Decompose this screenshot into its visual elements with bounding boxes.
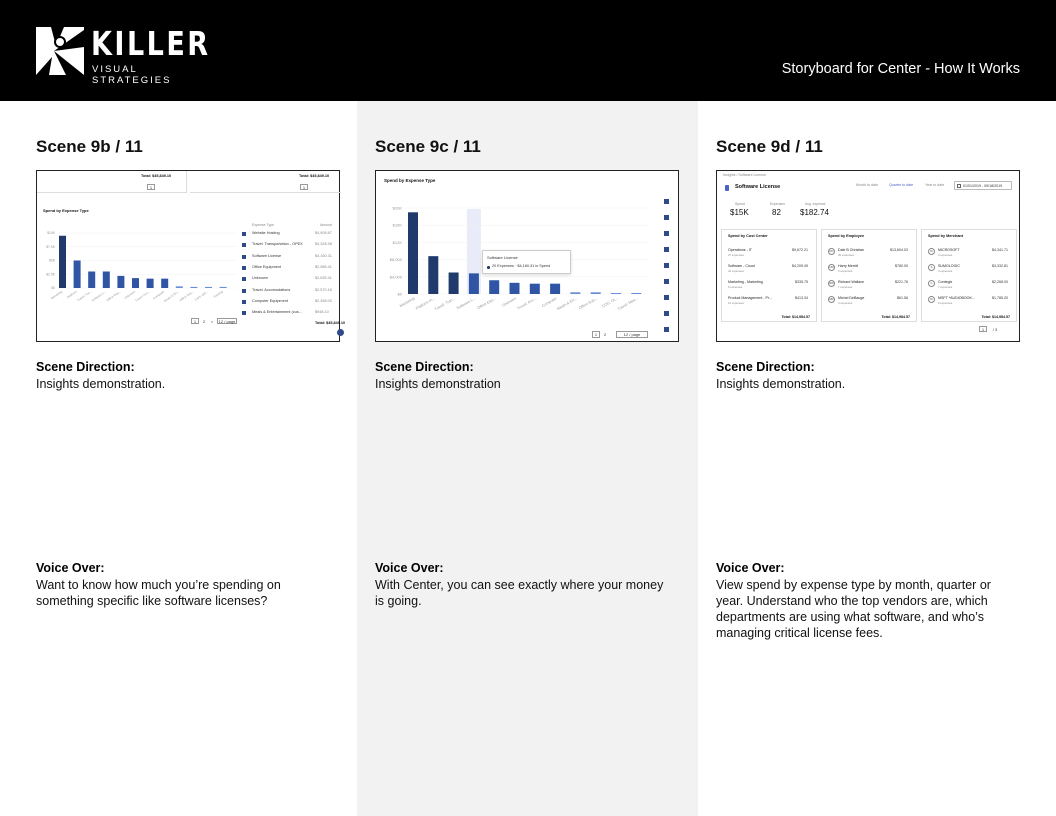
x-tick-label: Software L...: [90, 289, 107, 303]
bar: [88, 272, 95, 289]
pager-page-1[interactable]: 1: [191, 318, 199, 324]
panel-row-amount: $61.56: [897, 296, 908, 300]
panel-row-amount: $1,785.20: [992, 296, 1008, 300]
series-checkbox[interactable]: [664, 247, 669, 252]
panel-row-amount: $335.75: [795, 280, 808, 284]
panel-row-amount: $3,332.81: [992, 264, 1008, 268]
scene-9b-screen: [36, 170, 346, 342]
bar: [147, 279, 154, 288]
calendar-icon: [957, 184, 961, 188]
x-tick-label: Office Equ...: [105, 289, 122, 303]
x-tick-label: Travel: Acc...: [516, 296, 538, 311]
breakdown-panel: [821, 229, 917, 322]
bar: [469, 273, 479, 294]
top-total-right: Total: $45,849.10: [299, 174, 330, 178]
software-license-icon: [725, 185, 729, 191]
panel-row-name[interactable]: Richard Wallace: [838, 280, 865, 284]
bar: [132, 278, 139, 288]
row-amount: $4,328.98: [315, 242, 332, 247]
y-tick-label: $5K: [48, 258, 55, 263]
panel-row-amount: $221.76: [895, 280, 908, 284]
bar: [59, 236, 66, 288]
panel-row-count: 27 expenses: [728, 253, 744, 257]
x-tick-label: Computer: [152, 289, 166, 301]
tooltip-value: 20 Expenses · $4,160.31 in Spend: [492, 264, 551, 268]
avatar: DO: [829, 250, 834, 253]
x-tick-label: Office Sup...: [578, 296, 599, 311]
pager-left[interactable]: 1: [147, 184, 155, 190]
row-expense-type: Travel: Accomodations: [252, 287, 291, 292]
page-header: [0, 0, 1056, 101]
chart-title: Spend by Expense Type: [43, 208, 89, 213]
y-tick-label: $10K: [47, 231, 55, 236]
series-checkbox[interactable]: [664, 199, 669, 204]
y-tick-label: $20K: [392, 205, 402, 211]
scene-direction-label: Scene Direction:: [375, 360, 474, 374]
bar: [161, 279, 168, 288]
row-amount: $2,570.16: [315, 287, 332, 292]
bar: [550, 284, 560, 294]
bar: [611, 293, 621, 294]
row-checkbox[interactable]: [242, 243, 246, 247]
row-checkbox[interactable]: [242, 266, 246, 270]
panel-row-name[interactable]: Operations - IT: [728, 248, 752, 252]
bar: [631, 293, 641, 294]
row-checkbox[interactable]: [242, 311, 246, 315]
x-tick-label: Office Sup...: [178, 289, 195, 303]
row-amount: $4,160.31: [315, 253, 332, 258]
panel-row-name[interactable]: SUMOLOGIC: [938, 264, 960, 268]
panel-row-name[interactable]: Contegix: [938, 280, 953, 284]
y-tick-label: $8,000: [389, 257, 402, 263]
pager-total: / 3: [992, 327, 998, 332]
bar: [570, 292, 580, 294]
col-header-expense-type: Expense Type: [252, 223, 275, 227]
bar: [74, 261, 81, 289]
panel-row-name[interactable]: Michel DeBauge: [838, 296, 865, 300]
panel-row-name[interactable]: Marketing - Marketing: [728, 280, 763, 284]
row-expense-type: Travel: Transportation - OPEX: [252, 242, 303, 247]
col-header-amount: Amount: [320, 223, 333, 227]
row-checkbox[interactable]: [242, 277, 246, 281]
y-tick-label: $16K: [392, 222, 402, 228]
scene-direction-text: Insights demonstration: [375, 377, 501, 391]
row-expense-type: Website Hosting: [252, 231, 280, 235]
voice-over-text: View spend by expense type by month, quarter or year. Understand who the top vendors are, which departments are using what software, and who’s managing critical license fees.: [716, 578, 991, 640]
date-range-picker[interactable]: [954, 181, 1012, 190]
date-range-value: 01/01/2019 - 09/18/2019: [963, 183, 1003, 188]
x-tick-label: Travel: Tra...: [76, 289, 93, 303]
scene-direction-label: Scene Direction:: [716, 360, 815, 374]
panel-row-count: 12 expenses: [728, 301, 744, 305]
scene-title: Scene 9b / 11: [36, 137, 143, 156]
y-tick-label: $12K: [392, 239, 402, 245]
panel-row-count: 34 expenses: [728, 269, 744, 273]
x-tick-label: Marketing: [49, 289, 64, 301]
panel-row-count: 4 expenses: [938, 253, 953, 257]
bar: [205, 287, 212, 288]
x-tick-label: Platform: [66, 289, 78, 300]
brand-wordmark: KILLER: [91, 24, 211, 63]
avatar: C: [928, 280, 935, 287]
panel-row-name[interactable]: Software - Cloud: [728, 264, 755, 268]
row-expense-type: Office Equipment: [252, 264, 282, 269]
stat-label-expenses: Expenses: [770, 202, 785, 206]
series-checkbox[interactable]: [664, 279, 669, 284]
bar: [220, 287, 227, 288]
x-tick-label: Meals & En...: [556, 296, 578, 312]
avatar: MD: [829, 298, 834, 301]
stat-value-expenses: 82: [772, 208, 781, 217]
panel-row-amount: $4,341.71: [992, 248, 1008, 252]
panel-title: Spend by Merchant: [928, 234, 964, 238]
tab-year-to-date[interactable]: Year to date: [925, 183, 945, 187]
pager-page-1[interactable]: 1: [592, 331, 600, 338]
scene-direction-text: Insights demonstration.: [36, 377, 166, 391]
row-checkbox[interactable]: [242, 300, 246, 304]
series-checkbox[interactable]: [664, 295, 669, 300]
scene-9d-screen: [716, 170, 1020, 342]
x-tick-label: COS: Ot...: [601, 296, 619, 309]
series-checkbox[interactable]: [664, 231, 669, 236]
panel-row-amount: $780.00: [895, 264, 908, 268]
scene-direction-label: Scene Direction:: [36, 360, 135, 374]
scene-9c-screen: [375, 170, 679, 342]
bar: [449, 273, 459, 295]
y-tick-label: $2.5K: [46, 272, 55, 277]
logo-mark-icon: [36, 27, 84, 75]
scene-direction-text: Insights demonstration.: [716, 377, 846, 391]
x-tick-label: Training: [212, 289, 224, 299]
row-amount: $2,986.41: [315, 264, 332, 269]
x-tick-label: Computer: [541, 296, 558, 309]
bar: [428, 256, 438, 294]
voice-over-text: With Center, you can see exactly where your money is going.: [375, 578, 664, 608]
avatar: S: [928, 264, 935, 271]
row-amount: $2,458.00: [315, 298, 332, 303]
bar: [489, 280, 499, 294]
pager-right[interactable]: 1: [300, 184, 308, 190]
panel-row-count: 7 expenses: [938, 285, 953, 289]
bar: [510, 283, 520, 294]
chart-tooltip: [482, 250, 571, 274]
panel-row-amount: $13,604.03: [890, 248, 908, 252]
page-size-select[interactable]: 12 / page: [616, 331, 648, 338]
avatar: HM: [829, 266, 834, 269]
panel-title: Spend by Cost Center: [728, 234, 768, 238]
series-checkbox[interactable]: [664, 215, 669, 220]
series-checkbox[interactable]: [664, 311, 669, 316]
x-tick-label: Office Equ...: [476, 296, 497, 311]
x-tick-label: Marketing: [399, 296, 416, 309]
panel-title: Spend by Employee: [828, 234, 865, 238]
bar: [176, 286, 183, 288]
y-tick-label: $4,000: [389, 274, 402, 280]
stat-label-avg-expense: Avg. expense: [805, 202, 826, 206]
y-tick-label: $7.5K: [46, 244, 55, 249]
avatar: M: [928, 248, 935, 255]
page-title: Software License: [735, 184, 781, 190]
page-size-select[interactable]: 12 / page: [218, 319, 236, 324]
tab-quarter-to-date[interactable]: Quarter to date: [889, 183, 914, 187]
panel-total: Total: $14,984.57: [981, 315, 1010, 319]
breadcrumb[interactable]: Insights / Software License: [723, 173, 766, 177]
row-checkbox[interactable]: [242, 255, 246, 259]
x-tick-label: Software L...: [455, 296, 477, 311]
x-tick-label: Travel: Acc...: [134, 289, 151, 303]
x-tick-label: Travel: Tran...: [433, 296, 457, 312]
bar: [408, 212, 418, 294]
x-tick-label: Unknown: [123, 289, 137, 300]
breakdown-panel: [921, 229, 1017, 322]
bar: [190, 287, 197, 288]
list-total: Total: $45,849.10: [315, 321, 346, 325]
panel-row-count: 6 expenses: [728, 285, 743, 289]
pager-next[interactable]: >: [210, 319, 214, 324]
panel-row-count: 9 expenses: [938, 301, 953, 305]
panel-row-amount: $9,672.21: [792, 248, 808, 252]
panel-row-count: 45 expenses: [838, 253, 854, 257]
breakdown-panel: [721, 229, 817, 322]
scroll-indicator-icon: [337, 329, 344, 336]
row-amount: $948.10: [315, 310, 329, 315]
row-expense-type: Computer Equipment: [252, 298, 288, 303]
x-tick-label: Unknown: [501, 296, 517, 308]
row-checkbox[interactable]: [242, 232, 246, 236]
row-amount: $2,635.41: [315, 276, 332, 281]
panel-total: Total: $14,984.57: [781, 315, 810, 319]
stat-label-spend: Spend: [735, 202, 745, 206]
scene-title: Scene 9d / 11: [716, 137, 823, 156]
panel-row-amount: $2,268.00: [992, 280, 1008, 284]
pager-page-2[interactable]: 2: [202, 319, 206, 324]
panel-row-count: 4 expenses: [838, 301, 853, 305]
voice-over-label: Voice Over:: [36, 561, 105, 575]
voice-over-text: Want to know how much you’re spending on something specific like software licenses?: [36, 578, 281, 608]
panel-row-name[interactable]: Dale B Christian: [838, 248, 864, 252]
series-checkbox[interactable]: [664, 327, 669, 332]
bar: [117, 276, 124, 288]
x-tick-label: Platform In...: [415, 296, 436, 311]
y-tick-label: $0: [51, 286, 55, 291]
panel-row-name[interactable]: Product Management - Pr...: [728, 296, 772, 300]
bar: [591, 292, 601, 294]
tooltip-dot-icon: [487, 266, 490, 269]
tooltip-title: Software License: [487, 255, 518, 260]
voice-over-label: Voice Over:: [716, 561, 785, 575]
row-amount: $4,908.87: [315, 231, 332, 235]
voice-over-label: Voice Over:: [375, 561, 444, 575]
avatar: RW: [829, 282, 834, 285]
x-tick-label: COS: Oth...: [194, 289, 210, 302]
panel-row-count: 3 expenses: [938, 269, 953, 273]
brand-subtitle: VISUAL STRATEGIES: [92, 64, 172, 86]
panel-row-name[interactable]: Harry Merritt: [838, 264, 858, 268]
document-title: Storyboard for Center - How It Works: [781, 61, 1020, 77]
row-expense-type: Software License: [252, 253, 282, 258]
panel-row-amount: $413.34: [795, 296, 808, 300]
avatar: M: [928, 296, 935, 303]
stat-value-avg-expense: $182.74: [800, 208, 829, 217]
panel-row-amount: $4,209.45: [792, 264, 808, 268]
y-tick-label: $0: [397, 291, 402, 297]
bar: [530, 284, 540, 294]
x-tick-label: Meals & En...: [162, 289, 180, 304]
panel-row-name[interactable]: MSFT *AUDIOBOOK...: [938, 296, 975, 300]
series-checkbox[interactable]: [664, 263, 669, 268]
x-tick-label: Travel: Mea...: [616, 296, 639, 312]
panel-row-count: 3 expenses: [838, 269, 853, 273]
top-total-left: Total: $45,849.10: [141, 174, 172, 178]
panel-row-count: 7 expenses: [838, 285, 853, 289]
killer-logo: [36, 24, 211, 86]
pager-page-2[interactable]: 2: [603, 332, 607, 337]
pager-page-1[interactable]: 1: [979, 326, 987, 332]
row-expense-type: Meals & Entertainment (cus...: [252, 310, 302, 315]
chart-b-svg: [37, 221, 241, 311]
stat-value-spend: $15K: [730, 208, 749, 217]
row-checkbox[interactable]: [242, 289, 246, 293]
chart-title: Spend by Expense Type: [384, 178, 436, 183]
panel-total: Total: $14,984.57: [881, 315, 910, 319]
scene-title: Scene 9c / 11: [375, 137, 481, 156]
panel-row-name[interactable]: MICROSOFT: [938, 248, 960, 252]
tab-month-to-date[interactable]: Month to date: [856, 183, 878, 187]
row-expense-type: Unknown: [252, 276, 268, 281]
bar: [103, 272, 110, 289]
